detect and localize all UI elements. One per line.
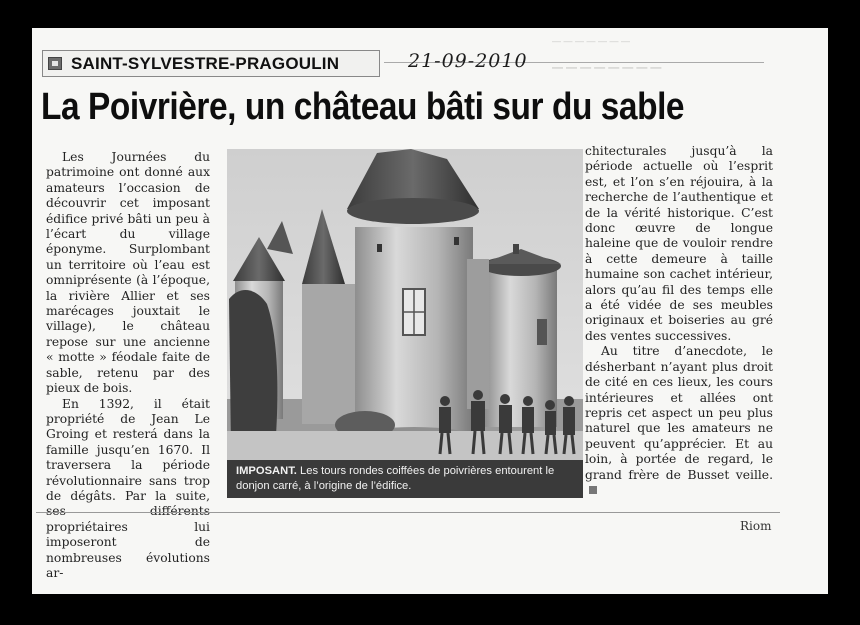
section-title: SAINT-SYLVESTRE-PRAGOULIN [71,54,340,73]
article-paragraph [585,344,773,498]
article-paragraph-text: Au titre d’anecdote, le désherbant n’ayant plus droit de cité en ces lieux, les cours intérieures et allées ont repris cet aspect un peu plus naturel que les amateurs ne peuvent qu’apprécier. Et au loin, à portée de regard, le grand frère de Busset veille. [585,344,773,482]
section-kicker [42,50,380,77]
newspaper-clipping [32,28,828,594]
article-paragraph: En 1392, il était propriété de Jean Le Groing et resterá dans la famille jusqu’en 1670. Il traversera la période révolutionnaire sans trop de dégâts. Par la suite, ses différents propriétaires lui imposeront de nombreuses évolutions ar- [46,396,210,580]
handwritten-date: 21-09-2010 [408,50,528,72]
article-column-right [585,144,773,498]
caption-text: Les tours rondes coiffées de poivrières entourent le donjon carré, à l’origine de l’édifice. [236,465,555,492]
end-of-article-mark [589,486,597,494]
photo-caption [236,464,576,494]
caption-label: IMPOSANT. [236,465,297,477]
article-paragraph: Les Journées du patrimoine ont donné aux amateurs l’occasion de découvrir cet imposant édifice privé bâti un peu à l’écart du village éponyme. Surplombant un territoire où l’eau est omniprésente (à l’époque, la rivière Allier et ses marécages jouxtait le village), le château repose sur une ancienne « motte » féodale faite de sable, retenu par des pieux de bois. [46,150,210,396]
headline: La Poivrière, un château bâti sur du sable [41,86,685,128]
bleed-through-text: — — — — — — — — [552,62,662,74]
section-marker-icon [48,57,62,70]
footer-region-label: Riom [740,519,772,533]
article-column-left [46,150,210,581]
bleed-through-text: — — — — — — — [552,36,631,46]
photo-caption-bar [227,460,583,498]
chateau-illustration [227,149,583,498]
article-paragraph: chitecturales jusqu’à la période actuelle où l’esprit est, et l’on s’en réjouira, à la recherche de l’authentique et de la vérité historique. C’est donc œuvre de longue haleine que de vouloir rendre à cette demeure à taille humaine son cachet intérieur, alors qu’au fil des temps elle a été vidée de ses meubles originaux et boiseries au gré des ventes successives. [585,144,773,343]
footer-rule [36,512,780,513]
chateau-photo [227,149,583,498]
